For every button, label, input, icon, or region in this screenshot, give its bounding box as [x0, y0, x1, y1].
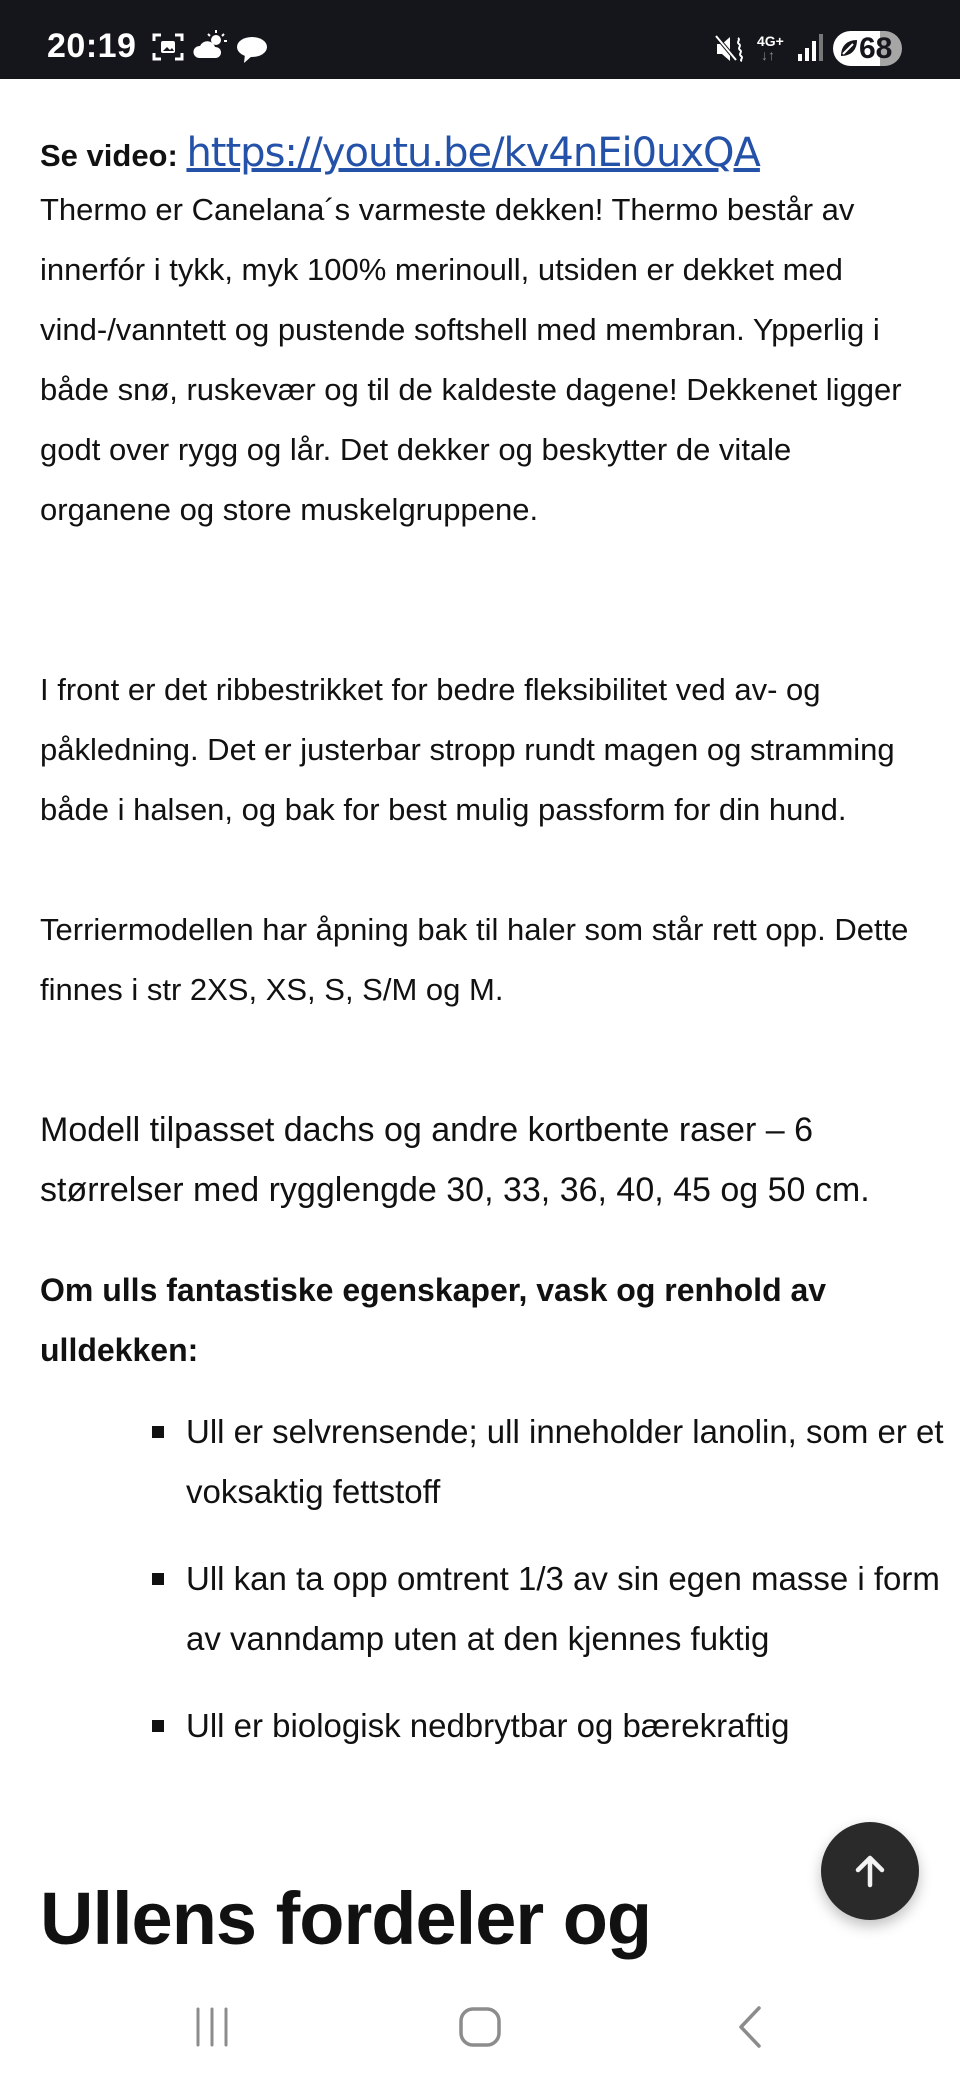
- recent-apps-button[interactable]: [182, 2002, 242, 2052]
- status-time: 20:19: [47, 27, 137, 65]
- navigation-bar: [0, 1964, 960, 2080]
- home-icon: [458, 2006, 502, 2048]
- square-bullet-icon: [152, 1426, 164, 1438]
- video-label: Se video:: [40, 138, 178, 173]
- list-item-text: Ull er selvrensende; ull inneholder lanolin, som er et voksaktig fettstoff: [186, 1413, 944, 1510]
- wool-properties-list: [186, 1402, 960, 1783]
- back-chevron-icon: [735, 2005, 765, 2049]
- video-link[interactable]: https://youtu.be/kv4nEi0uxQA: [186, 130, 760, 176]
- list-item: [186, 1549, 960, 1669]
- signal-icon: [798, 34, 824, 62]
- power-saving-leaf-icon: [839, 38, 859, 58]
- status-bar: [0, 0, 960, 79]
- battery-indicator: [833, 31, 902, 66]
- wool-heading: Om ulls fantastiske egenskaper, vask og renhold av ulldekken:: [40, 1272, 827, 1368]
- network-indicator: [757, 34, 793, 66]
- chat-icon: [236, 35, 268, 65]
- network-type: 4G+: [757, 33, 784, 49]
- paragraph-dachs: Modell tilpasset dachs og andre kortbente raser – 6 størrelser med rygglengde 30, 33, 36, 40, 45 og 50 cm.: [40, 1111, 870, 1209]
- section-heading: Ullens fordeler og: [40, 1877, 652, 1960]
- recent-apps-icon: [192, 2006, 232, 2048]
- back-button[interactable]: [720, 2002, 780, 2052]
- video-line: [40, 123, 760, 186]
- weather-icon: [193, 30, 227, 62]
- battery-level: 68: [859, 32, 893, 65]
- paragraph-description: Thermo er Canelana´s varmeste dekken! Thermo består av innerfór i tykk, myk 100% merinoull, utsiden er dekket med vind-/vanntett og pustende softshell med membran. Ypperlig i både snø, ruskevær og til de kaldeste dagene! Dekkenet ligger godt over rygg og lår. Det dekker og beskytter de vitale organene og store muskelgruppene.: [40, 192, 902, 527]
- network-activity-icon: ↓↑: [761, 47, 775, 63]
- paragraph-fit: I front er det ribbestrikket for bedre fleksibilitet ved av- og påkledning. Det er justerbar stropp rundt magen og stramming både i halsen, og bak for best mulig passform for din hund.: [40, 672, 895, 827]
- list-item-text: Ull kan ta opp omtrent 1/3 av sin egen masse i form av vanndamp uten at den kjennes fuktig: [186, 1560, 940, 1657]
- arrow-up-icon: [850, 1851, 890, 1891]
- list-item: [186, 1696, 960, 1756]
- screenshot-icon: [152, 32, 184, 62]
- square-bullet-icon: [152, 1573, 164, 1585]
- home-button[interactable]: [450, 2002, 510, 2052]
- back-to-top-button[interactable]: [821, 1822, 919, 1920]
- paragraph-terrier: Terriermodellen har åpning bak til haler som står rett opp. Dette finnes i str 2XS, XS, S, S/M og M.: [40, 912, 909, 1007]
- mute-vibrate-icon: [715, 34, 745, 64]
- list-item: [186, 1402, 960, 1522]
- list-item-text: Ull er biologisk nedbrytbar og bærekraftig: [186, 1707, 790, 1744]
- square-bullet-icon: [152, 1720, 164, 1732]
